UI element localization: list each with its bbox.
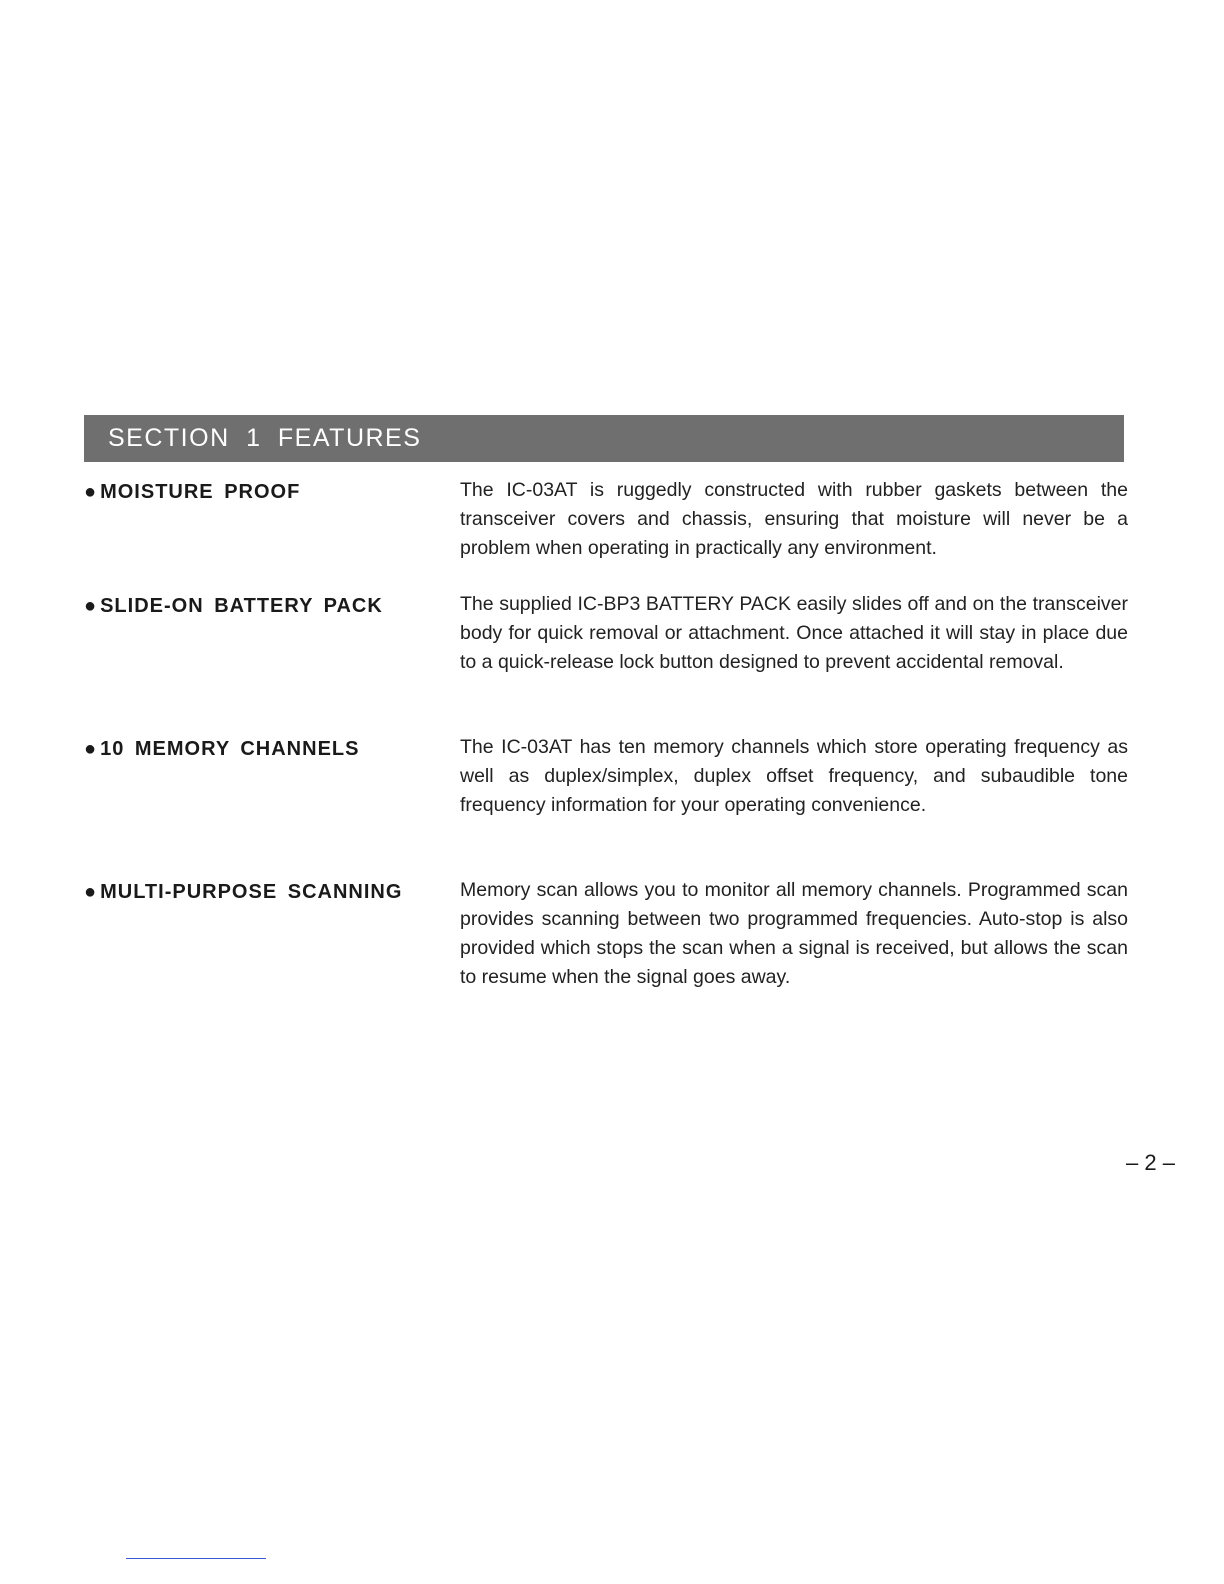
section-banner xyxy=(84,415,1124,462)
feature-description: Memory scan allows you to monitor all memory channels. Programmed scan provides scanning between two programmed frequencies. Auto-stop is also provided which stops the scan when a signal is received, but allows the scan to resume when the signal goes away. xyxy=(460,879,1128,988)
feature-description: The IC-03AT has ten memory channels which store operating frequency as well as duplex/simplex, duplex offset frequency, and subaudible tone frequency information for your operating convenience. xyxy=(460,736,1128,816)
feature-heading-text: SLIDE-ON BATTERY PACK xyxy=(100,595,383,617)
bullet-icon: ● xyxy=(84,595,98,617)
feature-item xyxy=(84,876,1128,992)
bullet-icon: ● xyxy=(84,481,98,503)
feature-description: The supplied IC-BP3 BATTERY PACK easily slides off and on the transceiver body for quick removal or attachment. Once attached it will stay in place due to a quick-release lock button designed to prevent accidental removal. xyxy=(460,593,1128,673)
bullet-icon: ● xyxy=(84,738,98,760)
feature-heading xyxy=(84,476,460,563)
feature-heading xyxy=(84,733,460,820)
feature-item xyxy=(84,733,1128,820)
feature-description: The IC-03AT is ruggedly constructed with rubber gaskets between the transceiver covers and chassis, ensuring that moisture will never be a problem when operating in practically any environment. xyxy=(460,479,1128,559)
feature-heading-text: 10 MEMORY CHANNELS xyxy=(100,738,360,760)
bullet-icon: ● xyxy=(84,881,98,903)
feature-heading-text: MOISTURE PROOF xyxy=(100,481,301,503)
feature-heading xyxy=(84,876,460,992)
footer-rule xyxy=(126,1558,266,1559)
feature-item xyxy=(84,476,1128,563)
feature-heading xyxy=(84,590,460,677)
feature-item xyxy=(84,590,1128,677)
section-title: SECTION 1 FEATURES xyxy=(108,424,422,452)
page-number: – 2 – xyxy=(1126,1150,1175,1175)
feature-heading-text: MULTI-PURPOSE SCANNING xyxy=(100,881,403,903)
